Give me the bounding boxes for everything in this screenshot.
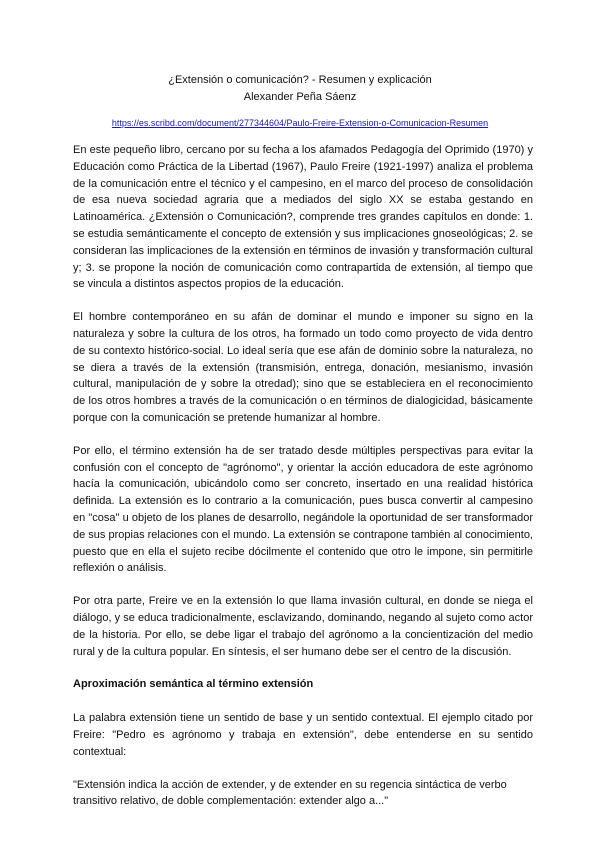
paragraph-extension-agronomo: Por ello, el término extensión ha de ser tratado desde múltiples perspectivas para evitar la confusión con el concepto de "agrónomo", y orientar la acción educadora de este agrónomo hacía la comunicación, ubicándolo como ser concreto, insertado en una realidad histórica definida. La extensión es lo contrario a la comunicación, pues busca convertir al campesino en "cosa" u objeto de los planes de desarrollo, negándole la oportunidad de ser transformador de sus propias relaciones con el mundo. La extensión se contrapone también al conocimiento, puesto que en ella el sujeto recibe dócilmente el contenido que otro le impone, sin permitirle reflexión o análisis.	[73, 444, 533, 575]
document-body	[73, 142, 533, 810]
paragraph-invasion-cultural: Por otra parte, Freire ve en la extensión lo que llama invasión cultural, en donde se niega el diálogo, y se educa tradicionalmente, esclavizando, dominando, negando al sujeto como actor de la historia. Por ello, se debe ligar el trabajo del agrónomo a la concientización del medio rural y de la cultura popular. En síntesis, el ser humano debe ser el centro de la discusión.	[73, 595, 533, 658]
document-header	[0, 72, 600, 106]
document-author: Alexander Peña Sáenz	[243, 91, 357, 103]
source-link[interactable]: https://es.scribd.com/document/277344604/Paulo-Freire-Extension-o-Comunicacion-Resumen	[111, 118, 489, 128]
section-paragraph: La palabra extensión tiene un sentido de base y un sentido contextual. El ejemplo citado por Freire: "Pedro es agrónomo y trabaja en extensión", debe entenderse en su sentido contextual:	[73, 712, 533, 758]
paragraph-intro: En este pequeño libro, cercano por su fecha a los afamados Pedagogía del Oprimido (1970) y Educación como Práctica de la Libertad (1967), Paulo Freire (1921-1997) analiza el problema de la comunicación entre el técnico y el campesino, en el marco del proceso de consolidación de esa nueva sociedad agraria que a mediados del siglo XX se estaba gestando en Latinoamérica. ¿Extensión o Comunicación?, comprende tres grandes capítulos en donde: 1. se estudia semánticamente el concepto de extensión y sus implicaciones gnoseológicas; 2. se consideran las implicaciones de la extensión en términos de invasión y transformación cultural y; 3. se propone la noción de comunicación como contrapartida de extensión, al tiempo que se vincula a distintos aspectos propios de la educación.	[73, 144, 533, 291]
paragraph-hombre-contemporaneo: El hombre contemporáneo en su afán de dominar el mundo e imponer su signo en la naturaleza y sobre la cultura de los otros, ha formado un todo como proyecto de vida dentro de su contexto histórico-social. Lo ideal sería que ese afán de dominio sobre la naturaleza, no se diera a través de la extensión (transmisión, entrega, donación, mesianismo, invasión cultural, manipulación de y sobre la otredad); sino que se estableciera en el reconocimiento de los otros hombres a través de la comunicación o en términos de dialogicidad, básicamente porque con la comunicación se pretende humanizar al hombre.	[73, 311, 533, 424]
document-title: ¿Extensión o comunicación? - Resumen y explicación	[168, 74, 432, 86]
section-heading: Aproximación semántica al término extensión	[73, 678, 314, 691]
quote-paragraph: "Extensión indica la acción de extender, y de extender en su regencia sintáctica de verbo transitivo relativo, de doble complementación: extender algo a..."	[73, 778, 507, 808]
